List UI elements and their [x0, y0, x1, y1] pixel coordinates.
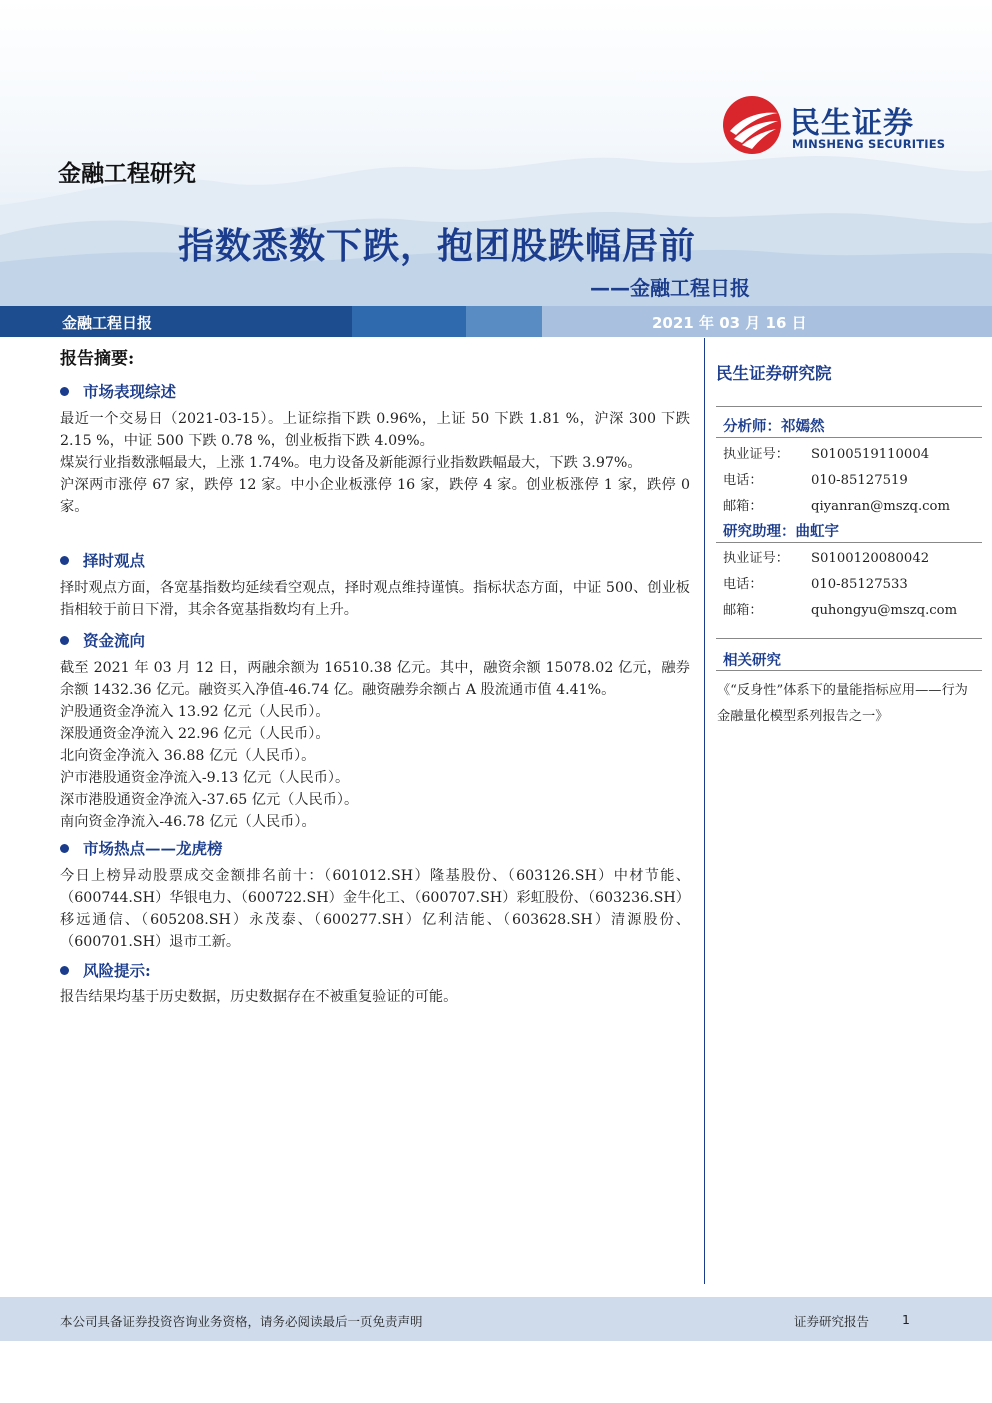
- analyst-heading: 分析师：祁嫣然: [723, 418, 825, 435]
- bullet-icon: [60, 636, 69, 645]
- bullet-icon: [60, 387, 69, 396]
- market-summary-text: 最近一个交易日（2021-03-15）。上证综指下跌 0.96%，上证 50 下跌 1.81 %，沪深 300 下跌 2.15 %，中证 500 下跌 0.78 %，创业板指下跌 4.09%。 煤炭行业指数涨幅最大，上涨 1.74%。电力设备及新能源行业指数跌幅最大，下跌 3.97%。 沪深两市涨停 67 家，跌停 12 家。中小企业板涨停 16 家，跌停 4 家。创业板涨停 1 家，跌停 0 家。: [60, 411, 690, 515]
- logo-chinese-name: 民生证券: [790, 106, 914, 141]
- risk-text: 报告结果均基于历史数据，历史数据存在不被重复验证的可能。: [60, 989, 458, 1005]
- assistant-heading: 研究助理：曲虹宇: [723, 523, 839, 540]
- summary-title: 报告摘要:: [60, 349, 135, 369]
- section-title: 金融工程研究: [58, 161, 196, 187]
- report-main-title: 指数悉数下跌，抱团股跌幅居前: [178, 226, 697, 267]
- footer-page-number: 1: [902, 1312, 910, 1327]
- sidebar-rule: [716, 406, 982, 407]
- section-heading-hotspot: 市场热点——龙虎榜: [60, 837, 223, 859]
- section-heading-fund-flow: 资金流向: [60, 629, 145, 651]
- sidebar-rule: [716, 670, 982, 671]
- band-report-date: 2021 年 03 月 16 日: [652, 314, 807, 332]
- sidebar-rule: [716, 638, 982, 639]
- related-research-item[interactable]: 《“反身性”体系下的量能指标应用——行为金融量化模型系列报告之一》: [717, 683, 968, 724]
- timing-view-text: 择时观点方面，各宽基指数均延续看空观点，择时观点维持谨慎。指标状态方面，中证 500、创业板指相较于前日下滑，其余各宽基指数均有上升。: [60, 580, 690, 618]
- bullet-icon: [60, 844, 69, 853]
- footer-disclaimer: 本公司具备证券投资咨询业务资格，请务必阅读最后一页免责声明: [60, 1314, 423, 1329]
- section-heading-risk: 风险提示:: [60, 959, 151, 981]
- footer-doc-type: 证券研究报告: [794, 1314, 870, 1329]
- sidebar-rule: [716, 437, 982, 438]
- assistant-email-row: 邮箱： quhongyu@mszq.com: [723, 603, 958, 618]
- report-sub-title: ——金融工程日报: [590, 276, 750, 300]
- related-research-title: 相关研究: [723, 652, 781, 669]
- analyst-email-row: 邮箱： qiyanran@mszq.com: [723, 499, 950, 514]
- assistant-phone-row: 电话： 010-85127533: [723, 577, 908, 592]
- band-report-type: 金融工程日报: [62, 314, 153, 332]
- section-heading-timing: 择时观点: [60, 549, 145, 571]
- hotspot-text: 今日上榜异动股票成交金额排名前十：（601012.SH）隆基股份、（603126.SH）中材节能、（600744.SH）华银电力、（600722.SH）金牛化工、（600707.SH）彩虹股份、（603236.SH）移远通信、（605208.SH）永茂泰、（600277.SH）亿利洁能、（603628.SH）清源股份、（600701.SH）退市工新。: [60, 868, 690, 950]
- section-heading-market: 市场表现综述: [60, 380, 176, 402]
- logo-english-name: MINSHENG SECURITIES: [792, 137, 946, 151]
- column-divider: [704, 338, 705, 1284]
- assistant-license-row: 执业证号： S0100120080042: [723, 551, 930, 566]
- bullet-icon: [60, 966, 69, 975]
- analyst-license-row: 执业证号： S0100519110004: [723, 447, 930, 462]
- fund-flow-text: 截至 2021 年 03 月 12 日，两融余额为 16510.38 亿元。其中，融资余额 15078.02 亿元，融券余额 1432.36 亿元。融资买入净值-46.74 亿。融资融券余额占 A 股流通市值 4.41%。 沪股通资金净流入 13.92 亿元（人民币）。 深股通资金净流入 22.96 亿元（人民币）。 北向资金净流入 36.88 亿元（人民币）。 沪市港股通资金净流入-9.13 亿元（人民币）。 深市港股通资金净流入-37.65 亿元（人民币）。 南向资金净流入-46.78 亿元（人民币）。: [60, 660, 690, 830]
- sidebar-rule: [716, 542, 982, 543]
- bullet-icon: [60, 556, 69, 565]
- research-institute: 民生证券研究院: [716, 364, 832, 383]
- analyst-phone-row: 电话： 010-85127519: [723, 473, 908, 488]
